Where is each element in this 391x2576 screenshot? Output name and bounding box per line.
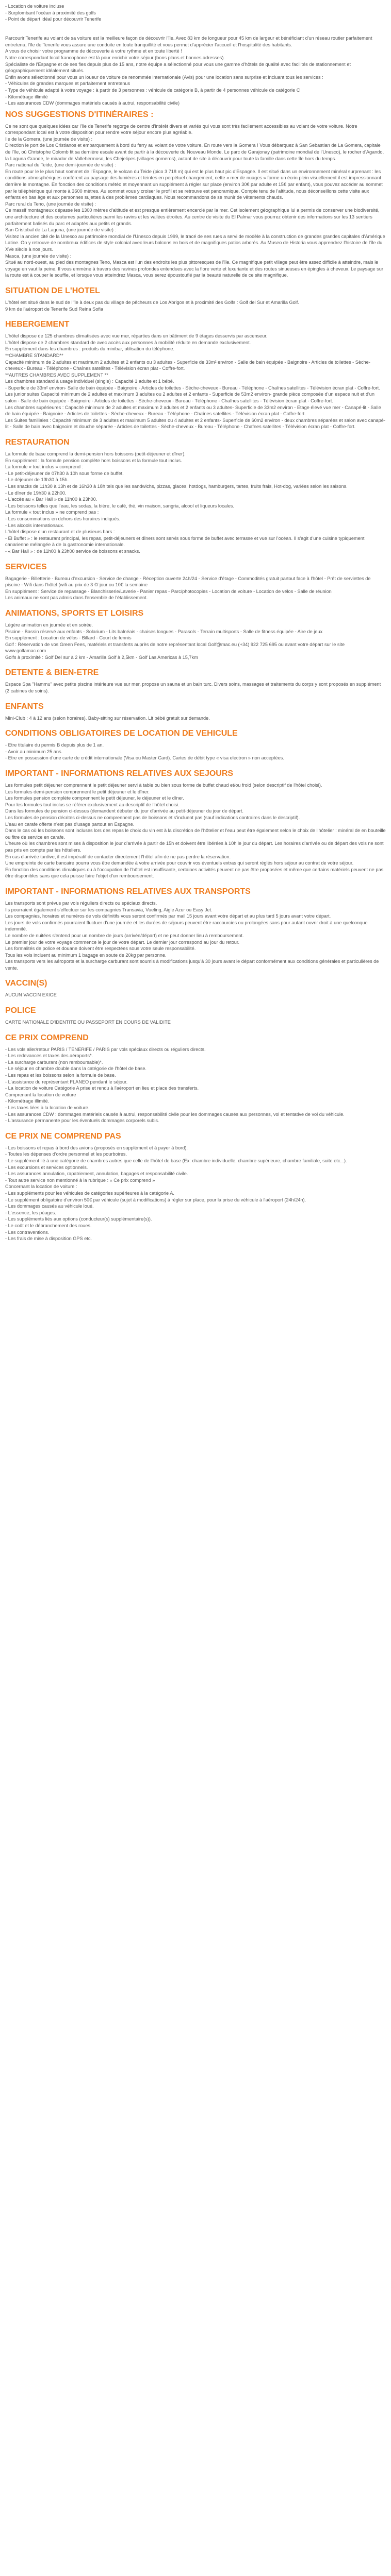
text-line: Visitez la ancien cité de la Unesco au patrimoine mondial de l'Unesco depuis 1999, le tracé de ses rues a servi de modèle à la construction de grandes grandes capitales d'Amérique Latine. On y retrouve de nombreux édifices de style colonial avec leurs balcons en bois et de magnifiques patios arborés. Au Museo de Historia vous apprendrez l'histoire de l'île du XVe siècle à nos jours. [5,233,385,252]
section-title: RESTAURATION [5,438,70,447]
text-line: Les formules pension complète comprennent le petit déjeuner, le déjeuner et le dîner. [5,795,184,801]
text-line: - L'essence, les péages. [5,1210,56,1215]
section-title: CE PRIX COMPREND [5,1033,89,1042]
spacer [5,27,386,30]
text-line: - Type de véhicule adapté à votre voyage : à partir de 3 personnes : véhicule de catégorie B, à partir de 4 personnes véhicule de catégorie C [5,87,300,93]
text-line: Ils pourraient également s'effectuer sur les compagnies Transavia, Vueling, Aigle Azur ou Easy Jet. [5,907,213,912]
text-line: Mini-Club : 4 à 12 ans (selon horaires). Baby-sitting sur réservation. Lit bébé gratuit sur demande. [5,715,210,721]
text-line: Les formules demi-pension comprennent le petit déjeuner et le dîner. [5,789,150,794]
text-line: - Etre en possession d'une carte de crédit internationale (Visa ou Master Card). Cartes de débit type « visa electron » non acceptées. [5,755,284,761]
animations-section [5,608,386,661]
text-line: En supplément : Location de vélos - Billard - Court de tennis [5,635,132,641]
text-line: Direction le port de Los Cristianos et embarquement à bord du ferry au volant de votre voiture. En route vers la Gomera ! Vous débarquez à San Sebastian de La Gomera, capitale de l'île, où Christophe Colomb fit sa dernière escale avant de partir à la découverte du Nouveau Monde. Le parc de Garajonay (patrimoine mondial de l'Unesco), le rocher d'Agando, la Laguna Grande, le mirador de Vallehermoso, les Chejelipes (villages gomeros), autant de site à découvrir pour toute la famille dans cette île hors du temps. [5,143,384,161]
text-line: Bagagerie - Billetterie - Bureau d'excursion - Service de change - Réception ouverte 24h/24 - Service d'étage - Commodités gratuit partout face à l'hôtel - Prêt de serviettes de piscine - Wifi dans l'hôtel (wifi au prix de 3 €/ jour ou 10€ la semaine [5,575,371,588]
enfants-section [5,702,386,722]
text-line: Les chambres standard à usage individuel (single) : Capacité 1 adulte et 1 bébé. [5,379,174,384]
text-line: Les compagnies, horaires et numéros de vols définitifs vous seront confirmés par mail 15 jours avant votre départ et au plus tard 5 jours avant votre départ. [5,913,331,919]
text-line: - Les vols aller/retour PARIS / TENERIFE / PARIS par vols spéciaux directs ou réguliers directs. [5,1046,206,1052]
detente-section [5,668,386,694]
text-line: - Les excursions et services optionnels. [5,1164,88,1170]
text-line: Dans les formules de pension ci-dessus (demandent débuter du jour d'arrivée au petit-déjeuner du jour de départ. [5,808,243,814]
text-line: - Avoir au minimum 25 ans. [5,749,63,754]
text-line: - Etre titulaire du permis B depuis plus de 1 an. [5,742,104,748]
text-line: - Les dommages causés au véhicule loué. [5,1204,94,1209]
text-line: - Les frais de mise à disposition GPS etc. [5,1236,92,1242]
text-line: - Le séjour en chambre double dans la catégorie de l'hôtel de base. [5,1066,146,1072]
text-line: Une empreinte de carte bancaire pourra vous être demandée à votre arrivée pour couvrir vos éventuels extras qui seront réglés hors séjour au contrat de votre séjour. [5,860,354,866]
text-line: Spécialiste de l'Espagne et de ses fles depuis plus de 15 ans, notre équipe a sélectionné pour vous une gamme d'hôtels de qualité avec facilités de stationnement et géographiquement idéalement situés. [5,61,351,74]
services-section [5,562,386,601]
text-line: - Les assurances annulation, rapatriement, annulation, bagages et responsabilité civile. [5,1171,188,1177]
text-line: - Les suppléments liés aux options (conducteur(s) supplémentaire(s)). [5,1216,152,1222]
text-line: L'eau en carafe offerte n'est pas d'usage partout en Espagne. [5,821,135,827]
text-line: - Kilométrage illimité [5,94,48,99]
text-line: L'heure où les chambres sont mises à disposition le jour d'arrivée à partir de 15h et doivent être libérées à 10h le jour du départ. Les horaires d'arrivée ou de départ des vols ne sont pas pris en compte par les hôteliers. [5,841,384,853]
text-line: - Location de voiture incluse [5,4,64,9]
text-line: - El Buffet » : le restaurant principal, les repas, petit-déjeuners et dîners sont servis sous forme de buffet avec terrasse et vue sur l'océan. Il s'agit d'une cuisine typiquement canarienne mélangée à de la gastronomie internationale. [5,535,365,548]
text-line: - « Bar Hall » : de 11h00 à 23h00 service de boissons et snacks. [5,548,140,554]
important-sejours-section [5,769,386,879]
text-line: - Les boissons et repas à bord des avions (proposés en supplément et à payer à bord). [5,1145,188,1150]
text-line: Piscine - Bassin réservé aux enfants - Solarium - Lits balnéais - chaises longues - Parasols - Terrain multisports - Salle de fitness équipée - Aire de jeux [5,629,323,634]
text-line: Espace Spa "Hammu" avec petite piscine intérieure vue sur mer, propose un sauna et un bain turc. Divers soins, massages et traitements du corps y sont proposés en supplément (2 cabines de soins). [5,682,381,694]
text-line: La formule de base comprend la demi-pension hors boissons (petit-déjeuner et dîner). [5,451,186,457]
text-line: Ce ne sont que quelques idées car l'île de Tenerife regorge de centre d'intérêt divers et variés qui vous sont très facilement accessibles au volant de votre voiture. Notre correspondant local est à votre disposition pour rendre votre séjour encore plus agréable. [5,123,357,135]
text-line: Capacité minimum de 2 adultes et maximum 2 adultes et 2 enfants ou 3 adultes - Superficie de 33m² environ - Salle de bain équipée - Baignoire - Articles de toilettes - Sèche-cheveux - Bureau - Téléphone - Chaînes satellites - Télévision écran plat - Coffre-fort. [5,359,370,371]
itinerary-section [5,110,386,279]
text-line: **CHAMBRE STANDARD** [5,352,63,358]
vaccins-section [5,978,386,998]
section-title: VACCIN(S) [5,979,47,988]
text-line: Les Suites familiales : Capacité minimum de 3 adultes et maximum 5 adultes ou 4 adultes et 2 enfants- Superficie de 60m2 environ - deux chambres séparées et salon avec canapé-lit - Salle de bain avec baignoire et douche séparée - Articles de toilettes - Sèche-cheveux - Bureau - Téléphone - Chaînes satellites - Télévision écran plat - Coffre-fort. [5,417,385,430]
text-line: - Les contraventions. [5,1229,50,1235]
restauration-section [5,437,386,555]
text-line: - Le supplément obligatoire d'environ 50€ par véhicule (sujet à modifications) à régler sur place, pour la prise du véhicule à l'aéroport (24h/24h). [5,1197,306,1202]
text-line: CARTE NATIONALE D'IDENTITE OU PASSEPORT EN COURS DE VALIDITE [5,1020,171,1025]
text-line: L'hôtel dispose de 2 chambres standard de avec accès aux personnes à mobilité réduite en demande exclusivement. [5,340,251,345]
text-line: Masca, (une journée de visite) : [5,253,72,259]
text-line: La formule « tout inclus » ne comprend pas : [5,510,99,515]
situation-section [5,286,386,312]
section-title: POLICE [5,1006,36,1015]
text-line: L'hôtel est situé dans le sud de l'île à deux pas du village de pêcheurs de Los Abrigos et à proximité des Golfs : Golf del Sur et Amarilla Golf. [5,299,299,305]
text-line: - Le dîner de 19h30 à 22h00. [5,490,67,496]
prix-comprend-section [5,1033,386,1124]
text-line: - Les alcools internationaux. [5,522,64,528]
text-line: Concernant la location de voiture : [5,1184,77,1190]
text-line: Parc rural du Teno, (une journée de visite) : [5,201,96,207]
important-transports-section [5,887,386,972]
text-line: Comprenant la location de voiture [5,1092,76,1097]
text-line: - L'assistance du représentant FLANEO pendant le séjour. [5,1079,128,1084]
text-line: Légère animation en journée et en soirée. [5,622,93,628]
section-title: DETENTE & BIEN-ETRE [5,668,99,677]
text-line: - Les taxes liées à la location de voiture. [5,1105,90,1110]
text-line: Les transports vers les aéroports et la surcharge carburant sont soumis à modifications jusqu'à 30 jours avant le départ conformément aux conditions générales et particulières de vente. [5,959,379,971]
text-line: Situé au nord-ouest, au pied des montagnes Teno, Masca est l'un des endroits les plus pittoresques de l'île. Ce magnifique petit village peut être assez difficile à atteindre, mais le voyage en vaut la peine. Il vous emmène à travers des ravines profondes entendues avec la flore verte et luxuriante et des routes sinueuses en épingles à cheveux. Le paysage sur la route est à couper le souffle, et lorsque vous atteindrez Masca, vous serez époustouflé par la beauté naturelle de ce site magnifique. [5,260,383,278]
text-line: San Cristobal de La Laguna, (une journée de visite) : [5,227,117,233]
text-line: - L'assurance permanente pour les éventuels dommages corporels subis. [5,1118,159,1124]
text-line: En supplément : la formule pension complète hors boissons et la formule tout inclus. [5,457,182,463]
text-line: - Le déjeuner de 13h30 à 15h. [5,477,69,483]
text-line: Les transports sont prévus par vols réguliers directs ou spéciaux directs. [5,900,157,906]
section-title: ANIMATIONS, SPORTS ET LOISIRS [5,608,144,618]
text-line: - Les assurances CDW (dommages matériels causés à autrui, responsabilité civile) [5,100,180,106]
text-line: - La location de voiture Catégorie A prise et rendu à l'aéroport en lieu et place des transferts. [5,1086,199,1091]
text-line: - Les redevances et taxes des aéroports*. [5,1053,93,1059]
text-line: A vous de choisir votre programme de découverte à votre rythme et en toute liberté ! [5,48,182,54]
prix-ne-comprend-section [5,1131,386,1242]
text-line: En route pour le le plus haut sommet de l'Espagne, le volcan du Teide (pico 3 718 m) qui est le plus haut pic d'Espagne. Il est situé dans un environnement minéral surprenant : les conditions atmosphériques confèrent au paysage des lumières et teintes en perpétuel changement, cette « mer de nuages » forme un écrin plein visuellement il est impressionnant derrière le montagne. En fonction des conditions météo et moyennant un supplément à régler sur place (environ 30€ par adulte et 15€ par enfant), vous pouvez accéder au sommet par le téléphérique qui monte à 3600 mètres. Au sommet vous y croiser le profil et se retrouve est panoramique. Compte tenu de l'altitude, nous déconseillons cette visite aux enfants en bas âge et aux personnes sujettes à des problèmes cardiaques. Nous recommandons de se munir de vêtements chauds. [5,168,383,200]
text-line: - L'accès au « Bar Hall » de 11h00 à 23h00. [5,497,97,502]
section-title: CE PRIX NE COMPREND PAS [5,1131,121,1141]
text-line: - Le supplément lié à une catégorie de chambres autres que celle de l'hôtel de base (Ex: chambre individuelle, chambre supérieure, chambre familiale, suite etc...). [5,1158,347,1163]
text-line: Les chambres supérieures : Capacité minimum de 2 adultes et maximum 2 adultes et 2 enfants ou 3 adultes- Superficie de 33m2 environ - Etage élevé vue mer - Canapé-lit - Salle de bain équipée - Baignoire - Articles de toilettes - Sèche-cheveux - Bureau - Téléphone - Chaînes satellites - Télévision écran plat - Coffre-fort. [5,404,381,417]
section-title: SERVICES [5,562,47,571]
text-line: - Le coût et le débranchement des roues. [5,1223,92,1228]
section-title: IMPORTANT - INFORMATIONS RELATIVES AUX TRANSPORTS [5,887,251,896]
police-section [5,1006,386,1026]
section-title: CONDITIONS OBLIGATOIRES DE LOCATION DE VEHICULE [5,729,238,738]
text-line: Pour les formules tout inclus se référer exclusivement au descriptif de l'hôtel choisi. [5,802,180,807]
text-line: Les formules de pension décrites ci-dessus ne comprennent pas de boissons et s'incluent pas (sauf indications contraires dans le descriptif). [5,815,300,820]
text-line: - Les suppléments pour les véhicules de catégories supérieures à la catégorie A. [5,1190,174,1196]
section-title: SITUATION DE L'HOTEL [5,286,100,295]
text-line: Les formalités de police et douane doivent être respectées sous votre seule responsabilité. [5,946,196,952]
section-title: HEBERGEMENT [5,320,70,329]
text-line: **AUTRES CHAMBRES AVEC SUPPLEMENT ** [5,372,108,378]
text-line: La formule « tout inclus » comprend : [5,464,84,470]
text-line: - Kilométrage illimité. [5,1098,50,1104]
text-line: - Les assurances CDW : dommages matériels causés à autrui, responsabilité civile pour les dommages causés aux personnes, vol et tentative de vol du véhicule. [5,1111,345,1117]
text-line: - Les consommations en dehors des horaires indiqués. [5,516,121,521]
page [0,0,391,1247]
text-line: - Véhicules de grandes marques et parfaitement entretenus [5,81,131,87]
text-line: En fonction des conditions climatiques ou à l'occupation de l'hôtel est insuffisante, certaines activités peuvent ne pas être proposées et même que certains matériels peuvent ne pas être disponibles sans que cela puisse faire l'objet d'un remboursement. [5,867,384,879]
section-title: ENFANTS [5,702,44,711]
text-line: Ile de la Gomera, (une journée de visite) : [5,136,93,142]
text-line: - Les repas et les boissons selon la formule de base. [5,1073,116,1078]
text-line: En supplément : Service de repassage - Blanchisserie/Laverie - Panier repas - Parc/photocopies - Location de voiture - Location de vélos - Salle de réunion [5,588,332,594]
text-line: L'hôtel dispose de 125 chambres climatisées avec vue mer, réparties dans un bâtiment de 9 étages desservis par ascenseur. [5,333,268,339]
text-line: - Le petit-déjeuner de 07h30 à 10h sous forme de buffet. [5,470,124,476]
section-title: NOS SUGGESTIONS D'ITINÉRAIRES : [5,110,154,119]
text-line: - Tout autre service non mentionné à la rubrique : « Ce prix comprend » [5,1177,155,1183]
text-line: Les jours de vols confirmés pourraient fluctuer d'une journée et les durées de séjours peuvent être raccourcies ou prolongées sans pour autant ouvrir droit à une quelconque indemnité. [5,920,368,932]
text-line: Golfs à proximité : Golf Del sur à 2 km - Amarilla Golf à 2,5km - Golf Las Americas à 15,7km [5,654,198,660]
text-line: Le nombre de nuitées s'entend pour un nombre de jours (arrivée/départ) et ne peut donner lieu à remboursement. [5,933,244,938]
section-title: IMPORTANT - INFORMATIONS RELATIVES AUX SEJOURS [5,769,234,778]
text-line: AUCUN VACCIN EXIGE [5,992,57,998]
hebergement-section [5,319,386,430]
text-line: Les formules petit déjeuner comprennent le petit déjeuner servi à table ou bien sous forme de buffet chaud et/ou froid (selon descriptif de l'hôtel choisi). [5,783,322,788]
text-line: - Surplombant l'océan à proximité des golfs [5,10,96,15]
text-line: Parc national du Teide, (une demi-journée de visite) : [5,162,116,168]
text-line: Dans le cas où les boissons sont incluses lors des repas le choix du vin est à la discrétion de l'hôtelier et l'eau peut être également selon le choix de l'hôtelier : minéral de en bouteille ou fitre de service en carafe. [5,828,386,840]
text-line: Enfin avons sélectionné pour vous un loueur de voiture de renommée internationale (Avis) pour une location sans surprise et incluant tous les services : [5,74,323,80]
text-line: - Les snacks de 11h30 à 13h et de 16h30 à 18h tels que les sandwichs, pizzas, glaces, hotdogs, hamburgers, tartes, fruits frais, Hot-dog, variées selon les saisons. [5,484,348,489]
text-line: En cas d'arrivée tardive, il est impératif de contacter directement l'hôtel afin de ne pas perdre la réservation. [5,854,231,859]
text-line: 9 km de l'aéroport de Tenerife Sud Reina Sofia [5,306,104,312]
text-line: - La surcharge carburant (non remboursable)*. [5,1059,103,1065]
text-line: Parcourir Tenerife au volant de sa voiture est la meilleure façon de découvrir l'île. Avec 83 km de longueur pour 45 km de largeur et bénéficiant d'un réseau routier parfaitement entretenu, l'île de Tenerife vous assure une conduite en toute tranquillité et vous permet d'apprécier l'accueil et l'hospitalité des habitants. [5,36,372,47]
text-line: - Point de départ idéal pour découvrir Tenerife [5,16,102,22]
text-line: Ce massif montagneux dépasse les 1300 mètres d'altitude et est presque entièrement encerclé par la mer. Cet isolement géographique lui a permis de conserver une biodiversité, une architecture et des coutumes particulières parmi les ravins et les vallées étroites. Au centre de visite du El Palmar vous pourrez obtenir des informations sur les 13 sentiers parfaitement balisés du parc et adaptés aux petits et grands. [5,208,380,226]
text-line: Les animaux ne sont pas admis dans l'ensemble de l'établissement. [5,595,148,601]
conditions-section [5,728,386,761]
text-line: Le premier jour de votre voyage commence le jour de votre départ. Le dernier jour correspond au jour du retour. [5,939,240,945]
intro-section [5,3,386,107]
text-line: - Superficie de 33m² environ- Salle de bain équipée - Baignoire - Articles de toilettes - Sèche-cheveux - Bureau - Téléphone - Chaînes satellites - Télévision écran plat - Coffre-fort. [5,385,380,391]
text-line: - Toutes les dépenses d'ordre personnel et les pourboires. [5,1151,127,1157]
text-line: Golf : Réservation de vos Green Fees, matériels et transferts auprès de notre représentant local Golf@mac.eu (+34) 922 725 695 ou avant votre départ sur le site www.golfamac.com [5,641,345,654]
text-line: - Les boissons telles que l'eau, les sodas, la bière, le café, thé, vin maison, sangria, alcool et liqueurs locales. [5,503,235,509]
text-line: Tous les vols incluent au minimum 1 bagage en soute de 20kg par personne. [5,952,167,958]
text-line: En supplément dans les chambres : produits du minibar, utilisation du téléphone. [5,346,174,352]
text-line: L'hôtel dispose d'un restaurant et de plusieurs bars : [5,529,115,535]
text-line: Notre correspondant local francophone est là pour enrichir votre séjour (bons plans et bonnes adresses). [5,55,225,60]
text-line: Les junior suites Capacité minimum de 2 adultes et maximum 3 adultes ou 2 adultes et 2 enfants - Superficie de 53m2 environ- grande pièce composée d'un espace nuit et d'un salon - Salle de bain équipée - Baignoire - Articles de toilettes - Sèche-cheveux - Bureau - Téléphone - Chaînes satellites - Télévision écran plat - Coffre-fort. [5,392,374,404]
